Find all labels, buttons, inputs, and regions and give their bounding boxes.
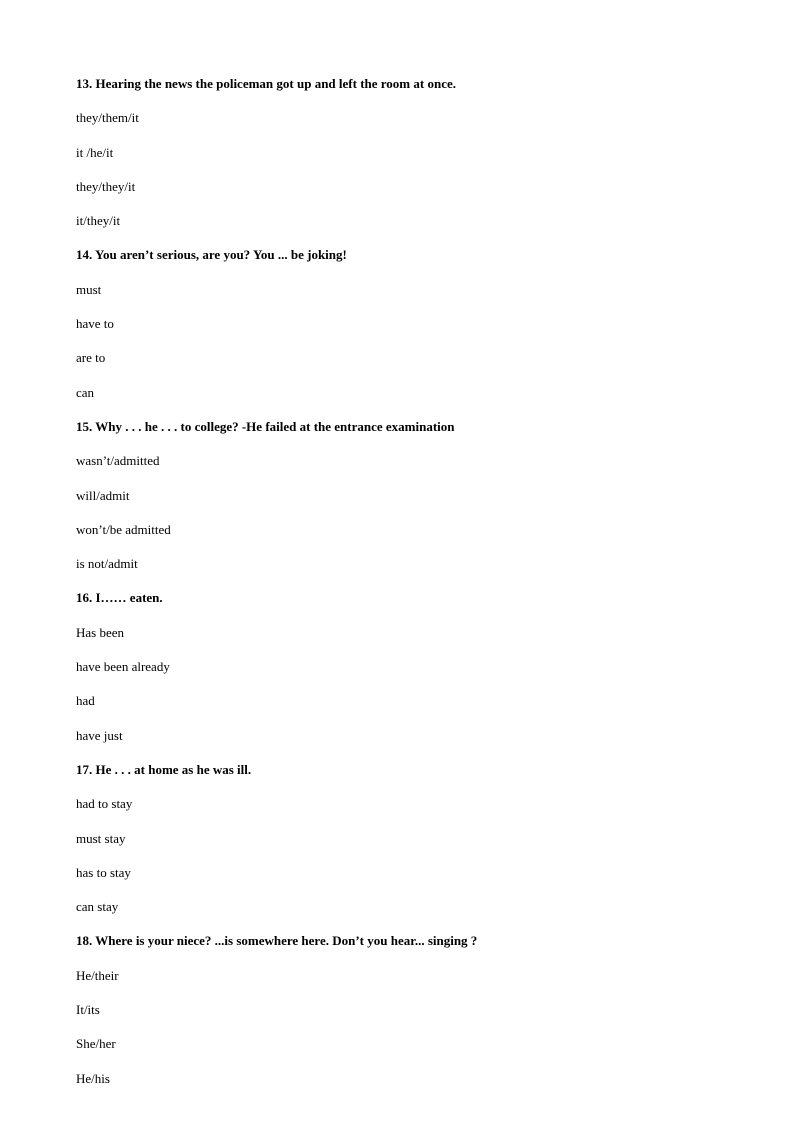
question-block-16: [76, 589, 736, 744]
answer-option: are to: [76, 350, 106, 366]
answer-option: it/they/it: [76, 213, 121, 229]
answer-option: Has been: [76, 624, 125, 640]
question-block-13: [76, 75, 736, 230]
answer-option: is not/admit: [76, 556, 138, 572]
answer-option: must: [76, 281, 102, 297]
question-block-18: [76, 932, 736, 1087]
answer-option: can stay: [76, 899, 119, 915]
answer-option: It/its: [76, 1002, 100, 1018]
answer-option: He/his: [76, 1070, 110, 1086]
answer-option: won’t/be admitted: [76, 521, 171, 537]
answer-option: wasn’t/admitted: [76, 453, 160, 469]
answer-option: it /he/it: [76, 144, 114, 160]
question-block-14: [76, 246, 736, 401]
answer-option: She/her: [76, 1036, 116, 1052]
question-text: 16. I…… eaten.: [76, 590, 163, 606]
answer-option: will/admit: [76, 487, 130, 503]
question-text: 17. He . . . at home as he was ill.: [76, 761, 252, 777]
question-block-15: [76, 418, 736, 573]
answer-option: had to stay: [76, 796, 133, 812]
answer-option: can: [76, 384, 95, 400]
answer-option: have just: [76, 727, 123, 743]
question-text: 13. Hearing the news the policeman got up and left the room at once.: [76, 76, 456, 91]
answer-option: they/they/it: [76, 178, 136, 194]
answer-option: has to stay: [76, 864, 131, 880]
question-text: 15. Why . . . he . . . to college? -He failed at the entrance examination: [76, 418, 455, 434]
question-text: 14. You aren’t serious, are you? You ... be joking!: [76, 247, 347, 263]
answer-option: have to: [76, 316, 114, 332]
answer-option: He/their: [76, 967, 119, 983]
answer-option: must stay: [76, 830, 126, 846]
answer-option: they/them/it: [76, 110, 139, 126]
question-text: 18. Where is your niece? ...is somewhere here. Don’t you hear... singing ?: [76, 933, 478, 949]
answer-option: have been already: [76, 659, 170, 675]
answer-option: had: [76, 693, 95, 709]
quiz-content: [76, 75, 736, 1104]
question-block-17: [76, 761, 736, 916]
